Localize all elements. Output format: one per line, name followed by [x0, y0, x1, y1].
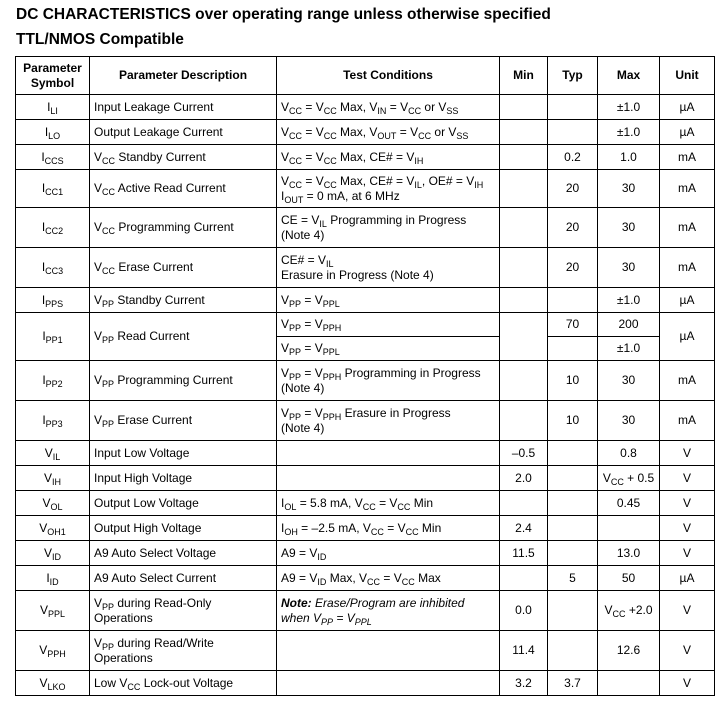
- cell-max: ±1.0: [598, 120, 660, 145]
- cell-max: 13.0: [598, 541, 660, 566]
- cell-typ: 20: [548, 248, 598, 288]
- cell-typ: [548, 288, 598, 313]
- cell-description: $V_{CC}$ Standby Current: [90, 145, 277, 170]
- cell-unit: mA: [660, 170, 715, 208]
- cell-description: Output High Voltage: [90, 516, 277, 541]
- cell-conditions: $V_{PP} = V_{PPH}$: [277, 313, 500, 337]
- cell-min: [500, 566, 548, 591]
- cell-min: [500, 313, 548, 361]
- cell-typ: 0.2: [548, 145, 598, 170]
- cell-max: 50: [598, 566, 660, 591]
- header-unit: Unit: [660, 57, 715, 95]
- table-row: [16, 170, 715, 208]
- header-conditions: Test Conditions: [277, 57, 500, 95]
- table-row: [16, 361, 715, 401]
- cell-symbol: $I_{PPS}$: [16, 288, 90, 313]
- table-row: [16, 591, 715, 631]
- cell-conditions: $V_{CC} = V_{CC}$ Max, $V_{IN} = V_{CC}$ or $V_{SS}$: [277, 95, 500, 120]
- cell-typ: 10: [548, 361, 598, 401]
- cell-typ: 20: [548, 170, 598, 208]
- cell-conditions: $I_{OL} = 5.8$ mA, $V_{CC} = V_{CC}$ Min: [277, 491, 500, 516]
- cell-max: 200: [598, 313, 660, 337]
- cell-max: [598, 516, 660, 541]
- header-description: Parameter Description: [90, 57, 277, 95]
- cell-typ: 10: [548, 401, 598, 441]
- cell-typ: 20: [548, 208, 598, 248]
- cell-unit: µA: [660, 95, 715, 120]
- cell-symbol: $I_{CC2}$: [16, 208, 90, 248]
- cell-max: 1.0: [598, 145, 660, 170]
- cell-description: $V_{CC}$ Erase Current: [90, 248, 277, 288]
- cell-symbol: $V_{OL}$: [16, 491, 90, 516]
- cell-unit: V: [660, 516, 715, 541]
- cell-typ: 3.7: [548, 671, 598, 696]
- cell-description: $V_{PP}$ Erase Current: [90, 401, 277, 441]
- table-subtitle: TTL/NMOS Compatible: [16, 31, 184, 48]
- cell-unit: mA: [660, 145, 715, 170]
- header-max: Max: [598, 57, 660, 95]
- cell-symbol: $V_{OH1}$: [16, 516, 90, 541]
- table-row: [16, 466, 715, 491]
- cell-min: [500, 208, 548, 248]
- cell-max: $V_{CC} + 0.5$: [598, 466, 660, 491]
- cell-conditions: Note: Erase/Program are inhibited when $V_{PP} = V_{PPL}$: [277, 591, 500, 631]
- cell-unit: V: [660, 491, 715, 516]
- cell-symbol: $V_{PPL}$: [16, 591, 90, 631]
- cell-unit: µA: [660, 566, 715, 591]
- cell-typ: [548, 491, 598, 516]
- cell-typ: [548, 631, 598, 671]
- cell-symbol: $V_{ID}$: [16, 541, 90, 566]
- header-row: [16, 57, 715, 95]
- table-row: [16, 516, 715, 541]
- cell-max: ±1.0: [598, 288, 660, 313]
- dc-characteristics-table: [15, 56, 715, 696]
- cell-min: 0.0: [500, 591, 548, 631]
- cell-symbol: $V_{IH}$: [16, 466, 90, 491]
- table-row: [16, 671, 715, 696]
- table-title: DC CHARACTERISTICS over operating range unless otherwise specified: [16, 6, 551, 23]
- cell-symbol: $V_{IL}$: [16, 441, 90, 466]
- table-row: [16, 95, 715, 120]
- cell-symbol: $V_{PPH}$: [16, 631, 90, 671]
- cell-max: 0.45: [598, 491, 660, 516]
- cell-description: $V_{PP}$ during Read/Write Operations: [90, 631, 277, 671]
- table-row: [16, 491, 715, 516]
- cell-unit: V: [660, 441, 715, 466]
- cell-typ: [548, 541, 598, 566]
- cell-min: 2.0: [500, 466, 548, 491]
- cell-typ: [548, 441, 598, 466]
- table-row: [16, 248, 715, 288]
- table-row: [16, 631, 715, 671]
- cell-symbol: $I_{PP3}$: [16, 401, 90, 441]
- cell-description: $V_{CC}$ Programming Current: [90, 208, 277, 248]
- cell-unit: µA: [660, 120, 715, 145]
- cell-unit: mA: [660, 361, 715, 401]
- cell-conditions: $V_{PP} = V_{PPL}$: [277, 288, 500, 313]
- cell-max: 30: [598, 170, 660, 208]
- cell-description: $V_{PP}$ Standby Current: [90, 288, 277, 313]
- cell-unit: V: [660, 631, 715, 671]
- cell-min: [500, 491, 548, 516]
- cell-unit: V: [660, 541, 715, 566]
- cell-typ: [548, 95, 598, 120]
- cell-description: Input Low Voltage: [90, 441, 277, 466]
- cell-conditions: CE = $V_{IL}$ Programming in Progress (Note 4): [277, 208, 500, 248]
- cell-typ: [548, 466, 598, 491]
- cell-min: [500, 248, 548, 288]
- table-row: [16, 313, 715, 337]
- cell-max: [598, 671, 660, 696]
- cell-unit: mA: [660, 248, 715, 288]
- cell-max: $V_{CC} +2.0$: [598, 591, 660, 631]
- cell-symbol: $I_{LO}$: [16, 120, 90, 145]
- cell-typ: 70: [548, 313, 598, 337]
- cell-typ: [548, 337, 598, 361]
- cell-symbol: $I_{CC1}$: [16, 170, 90, 208]
- cell-unit: µA: [660, 313, 715, 361]
- cell-description: Low $V_{CC}$ Lock-out Voltage: [90, 671, 277, 696]
- cell-min: [500, 361, 548, 401]
- cell-typ: [548, 516, 598, 541]
- cell-description: A9 Auto Select Current: [90, 566, 277, 591]
- table-row: [16, 288, 715, 313]
- table-row: [16, 145, 715, 170]
- cell-min: [500, 170, 548, 208]
- cell-max: 30: [598, 248, 660, 288]
- cell-symbol: $I_{PP2}$: [16, 361, 90, 401]
- cell-conditions: CE# = $V_{IL}$ Erasure in Progress (Note 4): [277, 248, 500, 288]
- cell-max: 0.8: [598, 441, 660, 466]
- table-row: [16, 566, 715, 591]
- table-row: [16, 441, 715, 466]
- cell-min: [500, 120, 548, 145]
- cell-conditions: $I_{OH} = -2.5$ mA, $V_{CC} = V_{CC}$ Min: [277, 516, 500, 541]
- cell-conditions: $V_{CC} = V_{CC}$ Max, CE# = $V_{IH}$: [277, 145, 500, 170]
- cell-description: Output Low Voltage: [90, 491, 277, 516]
- cell-description: Input Leakage Current: [90, 95, 277, 120]
- cell-typ: [548, 591, 598, 631]
- cell-typ: [548, 120, 598, 145]
- cell-unit: V: [660, 466, 715, 491]
- table-row: [16, 401, 715, 441]
- cell-min: [500, 288, 548, 313]
- cell-max: 30: [598, 401, 660, 441]
- cell-conditions: $V_{CC} = V_{CC}$ Max, CE# = $V_{IL}$, OE# = $V_{IH}$ $I_{OUT} = 0$ mA, at 6 MHz: [277, 170, 500, 208]
- cell-conditions: $A9 = V_{ID}$: [277, 541, 500, 566]
- header-typ: Typ: [548, 57, 598, 95]
- cell-max: ±1.0: [598, 337, 660, 361]
- cell-unit: µA: [660, 288, 715, 313]
- cell-description: Output Leakage Current: [90, 120, 277, 145]
- cell-conditions: [277, 441, 500, 466]
- cell-symbol: $I_{CC3}$: [16, 248, 90, 288]
- cell-unit: mA: [660, 401, 715, 441]
- cell-description: Input High Voltage: [90, 466, 277, 491]
- cell-symbol: $I_{ID}$: [16, 566, 90, 591]
- cell-symbol: $V_{LKO}$: [16, 671, 90, 696]
- cell-symbol: $I_{LI}$: [16, 95, 90, 120]
- cell-description: $V_{PP}$ during Read-Only Operations: [90, 591, 277, 631]
- cell-description: $V_{PP}$ Programming Current: [90, 361, 277, 401]
- cell-max: 12.6: [598, 631, 660, 671]
- cell-symbol: $I_{PP1}$: [16, 313, 90, 361]
- cell-unit: V: [660, 671, 715, 696]
- cell-max: ±1.0: [598, 95, 660, 120]
- header-symbol: Parameter Symbol: [16, 57, 90, 95]
- cell-min: [500, 145, 548, 170]
- cell-min: [500, 95, 548, 120]
- cell-unit: V: [660, 591, 715, 631]
- table-row: [16, 541, 715, 566]
- cell-min: –0.5: [500, 441, 548, 466]
- table-row: [16, 120, 715, 145]
- cell-conditions: $A9 = V_{ID}$ Max, $V_{CC} = V_{CC}$ Max: [277, 566, 500, 591]
- cell-description: A9 Auto Select Voltage: [90, 541, 277, 566]
- cell-symbol: $I_{CCS}$: [16, 145, 90, 170]
- cell-min: 2.4: [500, 516, 548, 541]
- cell-conditions: $V_{PP} = V_{PPH}$ Programming in Progress (Note 4): [277, 361, 500, 401]
- cell-min: [500, 401, 548, 441]
- cell-conditions: [277, 631, 500, 671]
- header-min: Min: [500, 57, 548, 95]
- cell-min: 11.5: [500, 541, 548, 566]
- table-row: [16, 208, 715, 248]
- cell-max: 30: [598, 361, 660, 401]
- cell-conditions: $V_{PP} = V_{PPL}$: [277, 337, 500, 361]
- cell-min: 11.4: [500, 631, 548, 671]
- cell-conditions: $V_{CC} = V_{CC}$ Max, $V_{OUT} = V_{CC}$ or $V_{SS}$: [277, 120, 500, 145]
- cell-typ: 5: [548, 566, 598, 591]
- cell-unit: mA: [660, 208, 715, 248]
- cell-conditions: [277, 466, 500, 491]
- cell-description: $V_{PP}$ Read Current: [90, 313, 277, 361]
- cell-description: $V_{CC}$ Active Read Current: [90, 170, 277, 208]
- cell-min: 3.2: [500, 671, 548, 696]
- cell-conditions: $V_{PP} = V_{PPH}$ Erasure in Progress (Note 4): [277, 401, 500, 441]
- cell-max: 30: [598, 208, 660, 248]
- cell-conditions: [277, 671, 500, 696]
